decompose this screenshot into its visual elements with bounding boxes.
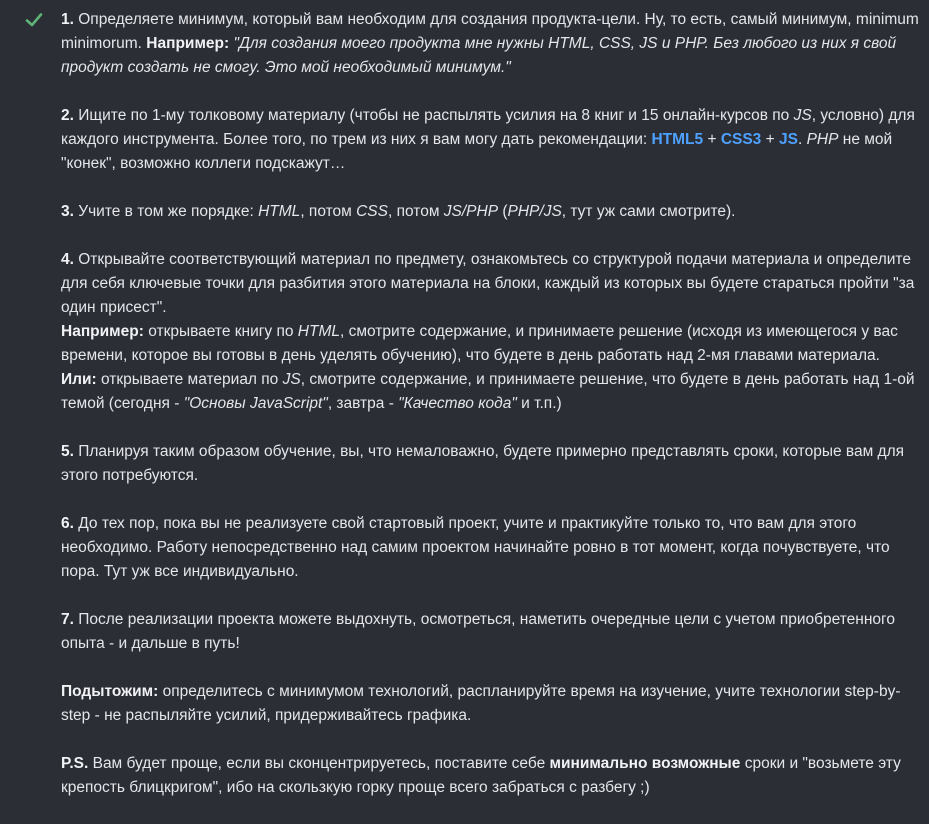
example-label: Например:	[61, 323, 144, 340]
step-number: 1.	[61, 11, 74, 28]
summary-paragraph: Подытожим: определитесь с минимумом технологий, распланируйте время на изучение, учите технологии step-by-step - не распыляйте усилий, придерживайтесь графика.	[61, 683, 901, 724]
step-number: 2.	[61, 107, 74, 124]
step-7-paragraph: 7. После реализации проекта можете выдохнуть, осмотреться, наметить очередные цели с учетом приобретенного опыта - и дальше в путь!	[61, 611, 895, 652]
ps-label: P.S.	[61, 755, 89, 772]
step-number: 3.	[61, 203, 74, 220]
js-link[interactable]: JS	[778, 131, 798, 148]
example-quote: "Для создания моего продукта мне нужны HTML, CSS, JS и PHP. Без любого из них я свой продукт создать не смогу. Это мой необходимый минимум."	[61, 35, 897, 76]
step-2-paragraph: 2. Ищите по 1-му толковому материалу (чтобы не распылять усилия на 8 книг и 15 онлайн-курсов по JS, условно) для каждого инструмента. Более того, по трем из них я вам могу дать рекомендации: HTML5 + CSS3 + JS. PHP не мой "конек", возможно коллеги подскажут…	[61, 107, 915, 172]
answer-body	[61, 8, 927, 824]
step-1-paragraph: 1. Определяете минимум, который вам необходим для создания продукта-цели. Ну, то есть, самый минимум, minimum minimorum. Например: "Для создания моего продукта мне нужны HTML, CSS, JS и PHP. Без любого из них я свой продукт создать не смогу. Это мой необходимый минимум."	[61, 11, 919, 76]
step-number: 6.	[61, 515, 74, 532]
css3-link[interactable]: CSS3	[720, 131, 762, 148]
example-label: Например:	[146, 35, 230, 52]
step-4-paragraph: 4. Открывайте соответствующий материал по предмету, ознакомьтесь со структурой подачи материала и определите для себя ключевые точки для разбития этого материала на блоки, каждый из которых вы будете стараться пройти "за один присест". Например: открываете книгу по HTML, смотрите содержание, и принимаете решение (исходя из имеющегося у вас времени, которое вы готовы в день уделять обучению), что будете в день работать над 2-мя главами материала. Или: открываете материал по JS, смотрите содержание, и принимаете решение, что будете в день работать над 1-ой темой (сегодня - "Основы JavaScript", завтра - "Качество кода" и т.п.)	[61, 251, 915, 412]
check-icon	[25, 11, 43, 29]
step-number: 5.	[61, 443, 74, 460]
or-label: Или:	[61, 371, 97, 388]
step-number: 4.	[61, 251, 74, 268]
summary-label: Подытожим:	[61, 683, 159, 700]
step-5-paragraph: 5. Планируя таким образом обучение, вы, что немаловажно, будете примерно представлять сроки, которые вам для этого потребуются.	[61, 443, 905, 484]
step-6-paragraph: 6. До тех пор, пока вы не реализуете свой стартовый проект, учите и практикуйте только то, что вам для этого необходимо. Работу непосредственно над самим проектом начинайте ровно в тот момент, когда почувствуете, что пора. Тут уж все индивидуально.	[61, 515, 890, 580]
step-3-paragraph: 3. Учите в том же порядке: HTML, потом CSS, потом JS/PHP (PHP/JS, тут уж сами смотрите).	[61, 203, 736, 220]
html5-link[interactable]: HTML5	[651, 131, 704, 148]
step-number: 7.	[61, 611, 74, 628]
ps-paragraph: P.S. Вам будет проще, если вы сконцентрируетесь, поставите себе минимально возможные сроки и "возьмете эту крепость блицкригом", ибо на скользкую горку проще всего забраться с разбегу ;)	[61, 755, 901, 796]
